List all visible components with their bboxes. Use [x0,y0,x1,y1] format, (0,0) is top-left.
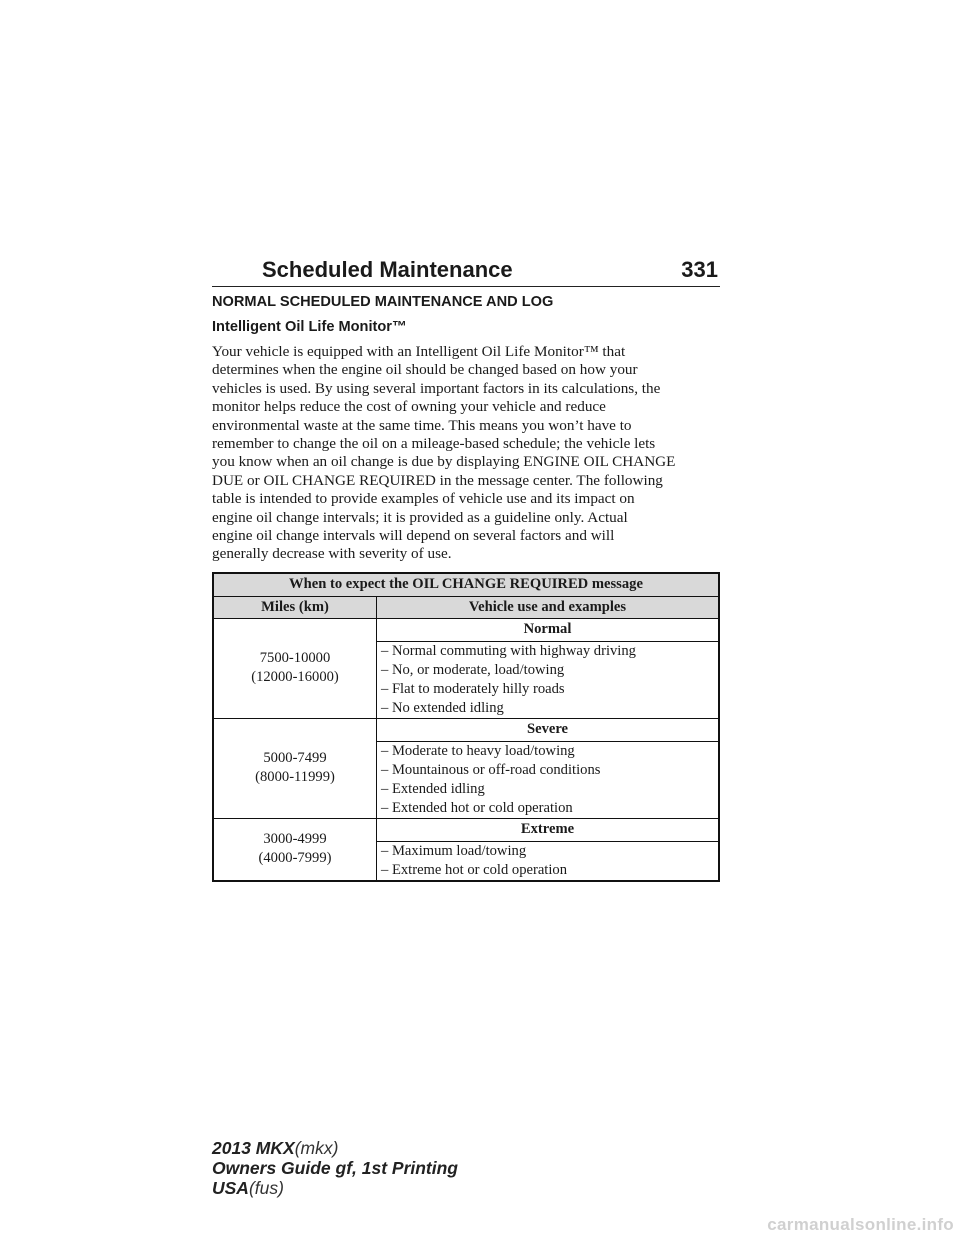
miles-value: 5000-7499 [263,750,327,767]
example-item: – Extreme hot or cold operation [381,861,568,878]
footer-model-code: (mkx) [294,1138,339,1158]
example-item: – Normal commuting with highway driving [381,642,636,659]
miles-value: 3000-4999 [263,831,327,848]
miles-cell [213,818,377,881]
km-value: (12000-16000) [251,669,339,686]
examples-cell [377,841,720,881]
example-item: – Flat to moderately hilly roads [381,680,565,697]
footer-market: USA [212,1178,249,1198]
column-header-miles: Miles (km) [213,596,377,618]
example-item: – No, or moderate, load/towing [381,661,565,678]
category-label: Extreme [377,818,720,841]
footer-model: 2013 MKX [212,1138,295,1158]
table-row [213,718,719,741]
table-row [213,618,719,641]
category-label: Severe [377,718,720,741]
miles-value: 7500-10000 [259,650,331,667]
example-item: – Extended idling [381,780,485,797]
footer-printing: Owners Guide gf, 1st Printing [212,1158,458,1178]
miles-cell [213,618,377,718]
section-title: Scheduled Maintenance [262,257,513,282]
table-title: When to expect the OIL CHANGE REQUIRED message [213,573,719,597]
examples-cell [377,741,720,818]
page-header [212,254,720,287]
examples-cell [377,641,720,718]
example-item: – Moderate to heavy load/towing [381,742,575,759]
table-row [213,818,719,841]
document-footer [212,1138,458,1198]
footer-line-printing [212,1158,458,1178]
page-number: 331 [681,257,718,282]
example-item: – Mountainous or off-road conditions [381,761,601,778]
section-heading: NORMAL SCHEDULED MAINTENANCE AND LOG [212,294,554,310]
footer-line-market [212,1178,458,1198]
example-item: – No extended idling [381,699,504,716]
category-label: Normal [377,618,720,641]
subsection-heading: Intelligent Oil Life Monitor™ [212,319,407,335]
column-header-usage: Vehicle use and examples [377,596,720,618]
km-value: (8000-11999) [255,769,335,786]
footer-market-code: (fus) [248,1178,284,1198]
example-item: – Extended hot or cold operation [381,799,573,816]
page-content [212,294,720,882]
km-value: (4000-7999) [258,850,332,867]
footer-line-model [212,1138,458,1158]
intro-paragraph: Your vehicle is equipped with an Intelligent Oil Life Monitor™ that determines when the engine oil should be changed based on how your vehicles is used. By using several important factors in its calculations, the monitor helps reduce the cost of owning your vehicle and reduce environmental waste at the same time. This means you won’t have to remember to change the oil on a mileage-based schedule; the vehicle lets you know when an oil change is due by displaying ENGINE OIL CHANGE DUE or OIL CHANGE REQUIRED in the message center. The following table is intended to provide examples of vehicle use and its impact on engine oil change intervals; it is provided as a guideline only. Actual engine oil change intervals will depend on several factors and will generally decrease with severity of use. [212,343,676,563]
oil-change-table [212,572,720,882]
miles-cell [213,718,377,818]
example-item: – Maximum load/towing [381,842,527,859]
site-watermark: carmanualsonline.info [767,1215,954,1234]
